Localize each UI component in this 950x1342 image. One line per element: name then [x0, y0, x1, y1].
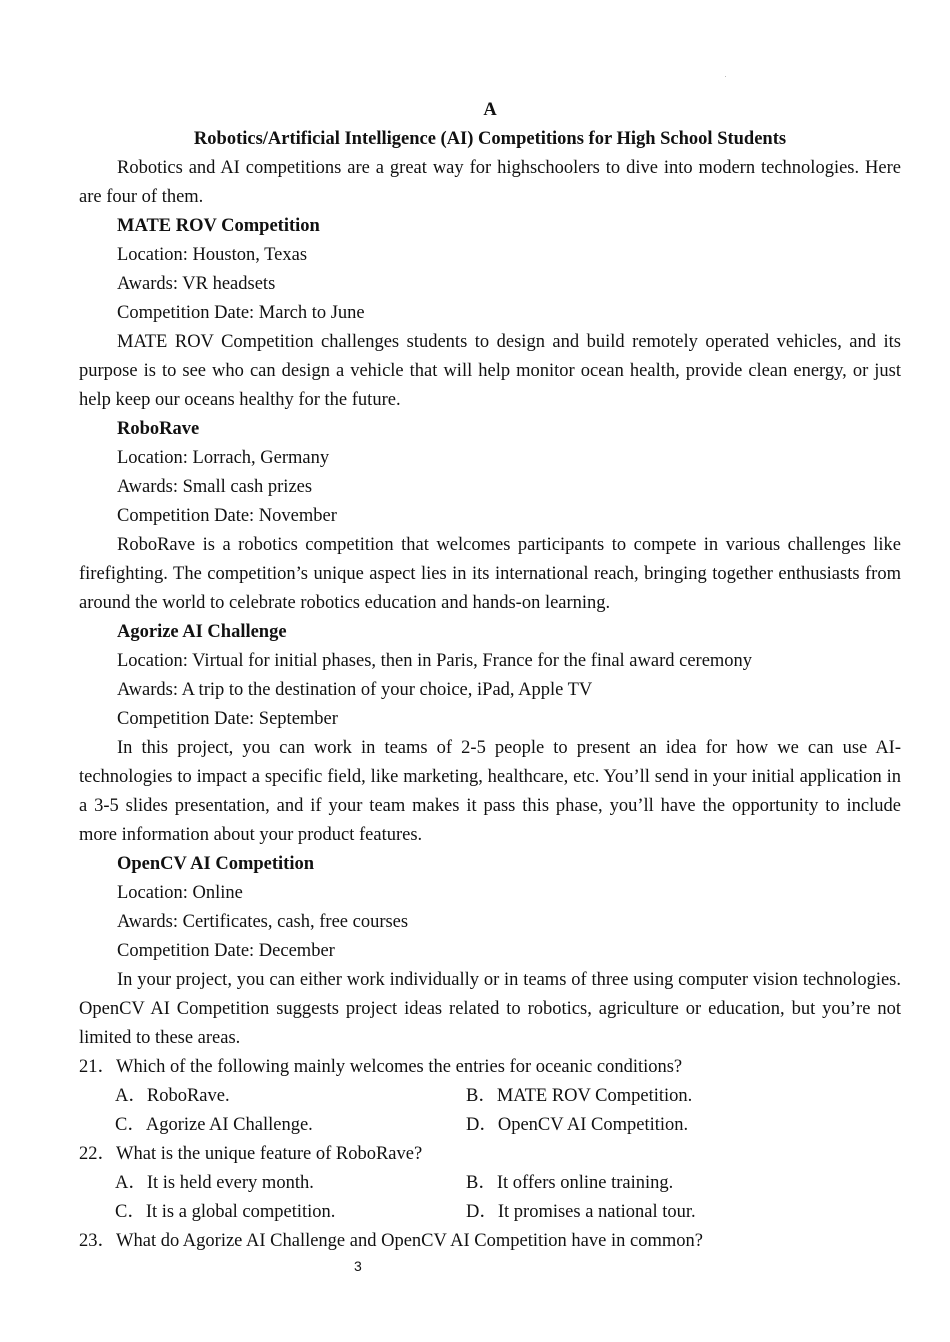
competition-description: In this project, you can work in teams of 2-5 people to present an idea for how we can use AI-technologies to impact a specific field, like marketing, healthcare, etc. You’ll send in your initial application in a 3-5 slides presentation, and if your team makes it pass this phase, you’ll have the opportunity to include more information about your product features.: [79, 738, 901, 845]
competition-name: OpenCV AI Competition: [117, 854, 315, 874]
competition-location: Location: Online: [117, 883, 243, 903]
question-stem: [79, 1053, 901, 1082]
option-row: [79, 1198, 901, 1227]
question-block: [79, 1140, 901, 1227]
competition-awards: Awards: VR headsets: [117, 274, 276, 294]
passage-title: Robotics/Artificial Intelligence (AI) Competitions for High School Students: [193, 129, 787, 149]
question-number: 23．: [79, 1231, 117, 1251]
competition-awards: Awards: Small cash prizes: [117, 477, 313, 497]
passage: [79, 96, 901, 1256]
intro-text: Robotics and AI competitions are a great way for highschoolers to dive into modern technologies. Here are four of them.: [79, 158, 901, 207]
intro-paragraph: [79, 154, 901, 212]
option-b[interactable]: B．MATE ROV Competition.: [466, 1086, 693, 1106]
option-row: [79, 1169, 901, 1198]
option-c[interactable]: C．Agorize AI Challenge.: [115, 1115, 313, 1135]
option-a[interactable]: A．RoboRave.: [115, 1086, 230, 1106]
stray-mark: [725, 76, 726, 77]
competition-name: RoboRave: [117, 419, 200, 439]
question-number: 22．: [79, 1144, 117, 1164]
option-row: [79, 1082, 901, 1111]
option-d[interactable]: D．It promises a national tour.: [466, 1202, 696, 1222]
competition-date: Competition Date: November: [117, 506, 337, 526]
option-b[interactable]: B．It offers online training.: [466, 1173, 674, 1193]
question-text: What do Agorize AI Challenge and OpenCV AI Competition have in common?: [116, 1231, 703, 1251]
competition-location: Location: Virtual for initial phases, then in Paris, France for the final award ceremony: [117, 651, 753, 671]
question-text: What is the unique feature of RoboRave?: [116, 1144, 423, 1164]
option-a[interactable]: A．It is held every month.: [115, 1173, 314, 1193]
competition-block: [79, 212, 901, 415]
page-number: 3: [354, 1258, 362, 1274]
question-stem: [79, 1227, 901, 1256]
competition-description: In your project, you can either work individually or in teams of three using computer vision technologies. OpenCV AI Competition suggests project ideas related to robotics, agriculture or education, but you’re not limited to these areas.: [79, 970, 901, 1048]
competition-name: MATE ROV Competition: [117, 216, 320, 236]
question-text: Which of the following mainly welcomes the entries for oceanic conditions?: [116, 1057, 683, 1077]
competition-location: Location: Houston, Texas: [117, 245, 308, 265]
competition-awards: Awards: Certificates, cash, free courses: [117, 912, 409, 932]
section-label: A: [483, 100, 497, 120]
competition-description: RoboRave is a robotics competition that welcomes participants to compete in various challenges like firefighting. The competition’s unique aspect lies in its international reach, bringing together enthusiasts from around the world to celebrate robotics education and hands-on learning.: [79, 535, 901, 613]
option-row: [79, 1111, 901, 1140]
question-number: 21．: [79, 1057, 117, 1077]
competition-date: Competition Date: December: [117, 941, 335, 961]
option-d[interactable]: D．OpenCV AI Competition.: [466, 1115, 689, 1135]
competition-block: [79, 415, 901, 618]
competition-awards: Awards: A trip to the destination of your choice, iPad, Apple TV: [117, 680, 593, 700]
competition-date: Competition Date: March to June: [117, 303, 365, 323]
competition-location: Location: Lorrach, Germany: [117, 448, 330, 468]
option-c[interactable]: C．It is a global competition.: [115, 1202, 336, 1222]
competition-name: Agorize AI Challenge: [117, 622, 287, 642]
competition-block: [79, 618, 901, 850]
competition-date: Competition Date: September: [117, 709, 338, 729]
question-stem: [79, 1140, 901, 1169]
question-block: [79, 1227, 901, 1256]
competition-block: [79, 850, 901, 1053]
question-block: [79, 1053, 901, 1140]
competition-description: MATE ROV Competition challenges students to design and build remotely operated vehicles, and its purpose is to see who can design a vehicle that will help monitor ocean health, provide clean energy, or just help keep our oceans healthy for the future.: [79, 332, 901, 410]
